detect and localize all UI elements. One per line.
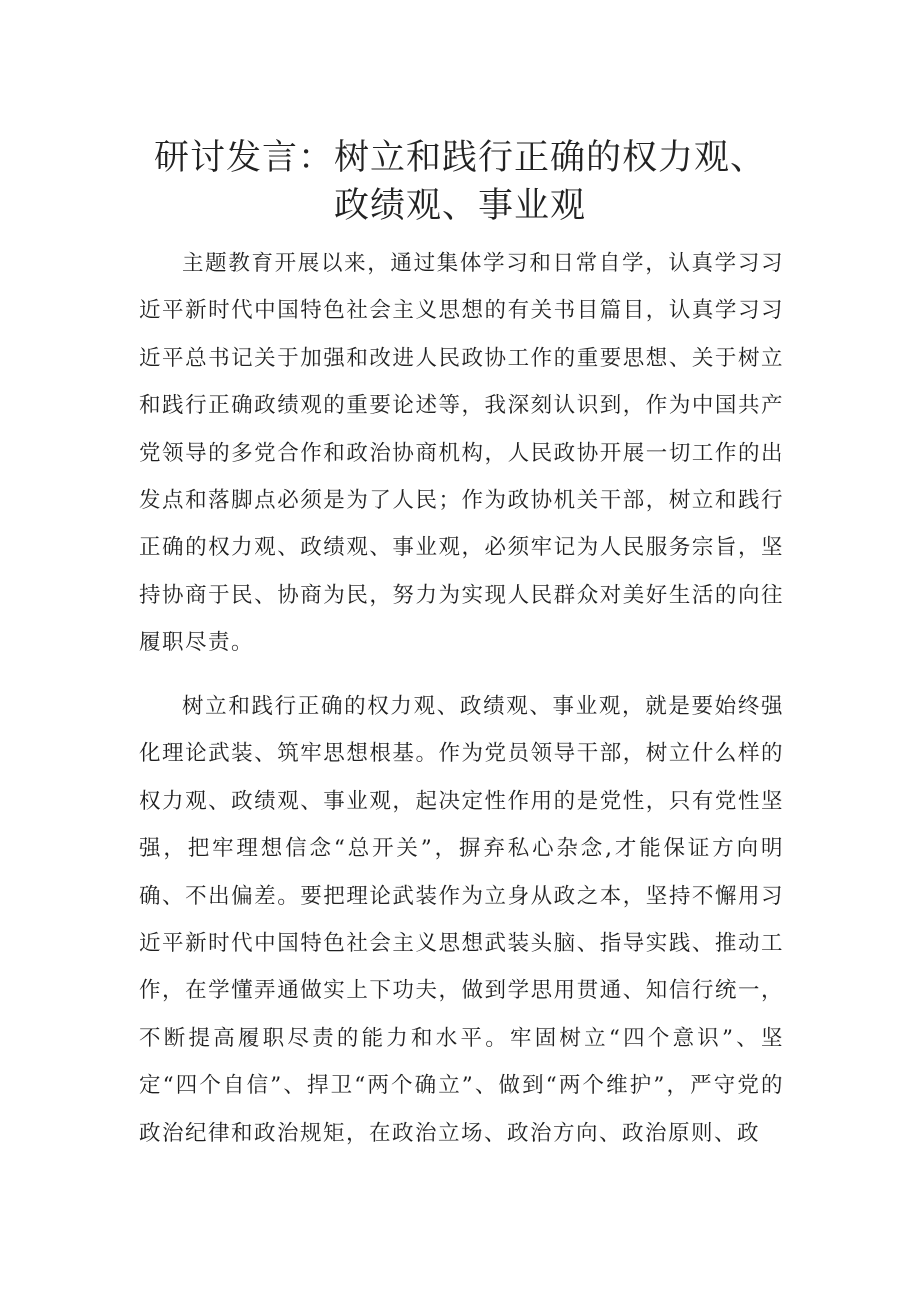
body-paragraph-2: 树立和践行正确的权力观、政绩观、事业观，就是要始终强化理论武装、筑牢思想根基。作为党员领导干部，树立什么样的权力观、政绩观、事业观，起决定性作用的是党性，只有党性坚强，把牢理想信念“总开关”，摒弃私心杂念,才能保证方向明确、不出偏差。要把理论武装作为立身从政之本，坚持不懈用习近平新时代中国特色社会主义思想武装头脑、指导实践、推动工作，在学懂弄通做实上下功夫，做到学思用贯通、知信行统一，不断提高履职尽责的能力和水平。牢固树立“四个意识”、坚定“四个自信”、捍卫“两个确立”、做到“两个维护”，严守党的政治纪律和政治规矩，在政治立场、政治方向、政治原则、政	[139, 694, 784, 1146]
body-paragraph-1: 主题教育开展以来，通过集体学习和日常自学，认真学习习近平新时代中国特色社会主义思想的有关书目篇目，认真学习习近平总书记关于加强和改进人民政协工作的重要思想、关于树立和践行正确政绩观的重要论述等，我深刻认识到，作为中国共产党领导的多党合作和政治协商机构，人民政协开展一切工作的出发点和落脚点必须是为了人民；作为政协机关干部，树立和践行正确的权力观、政绩观、事业观，必须牢记为人民服务宗旨，坚持协商于民、协商为民，努力为实现人民群众对美好生活的向往履职尽责。	[139, 251, 784, 656]
document-title-line-2: 政绩观、事业观	[333, 186, 586, 226]
document-title-line-1: 研讨发言：树立和践行正确的权力观、	[153, 138, 766, 178]
